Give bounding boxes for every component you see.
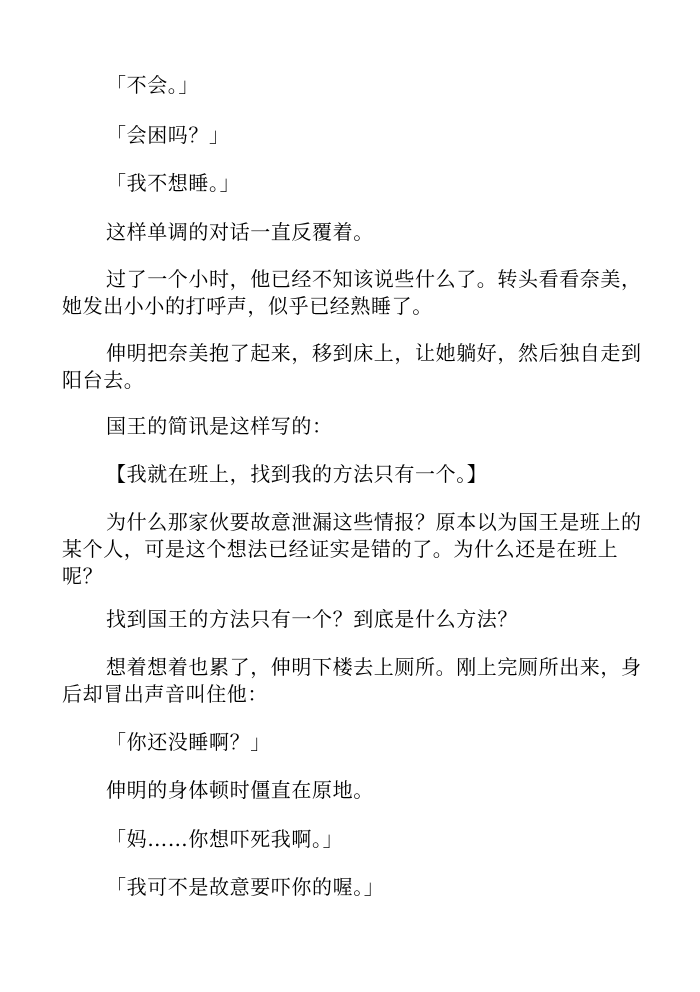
paragraph: 伸明把奈美抱了起来，移到床上，让她躺好，然后独自走到阳台去。 <box>62 341 642 392</box>
paragraph: 「妈……你想吓死我啊。」 <box>106 827 344 851</box>
paragraph: 「不会。」 <box>106 73 199 97</box>
paragraph: 「我可不是故意要吓你的喔。」 <box>106 875 385 899</box>
paragraph: 「会困吗？」 <box>106 123 230 147</box>
paragraph: 「我不想睡。」 <box>106 171 241 195</box>
paragraph: 为什么那家伙要故意泄漏这些情报？原本以为国王是班上的某个人，可是这个想法已经证实是错的了。为什么还是在班上呢？ <box>62 510 642 588</box>
paragraph: 【我就在班上，找到我的方法只有一个。】 <box>106 462 488 486</box>
paragraph: 找到国王的方法只有一个？到底是什么方法？ <box>106 607 518 631</box>
paragraph: 国王的简讯是这样写的： <box>106 414 333 438</box>
paragraph: 想着想着也累了，伸明下楼去上厕所。刚上完厕所出来，身后却冒出声音叫住他： <box>62 655 642 706</box>
paragraph: 伸明的身体顿时僵直在原地。 <box>106 778 374 802</box>
paragraph: 「你还没睡啊？」 <box>106 730 271 754</box>
paragraph: 这样单调的对话一直反覆着。 <box>106 220 374 244</box>
paragraph: 过了一个小时，他已经不知该说些什么了。转头看看奈美，她发出小小的打呼声，似乎已经熟睡了。 <box>62 267 642 318</box>
